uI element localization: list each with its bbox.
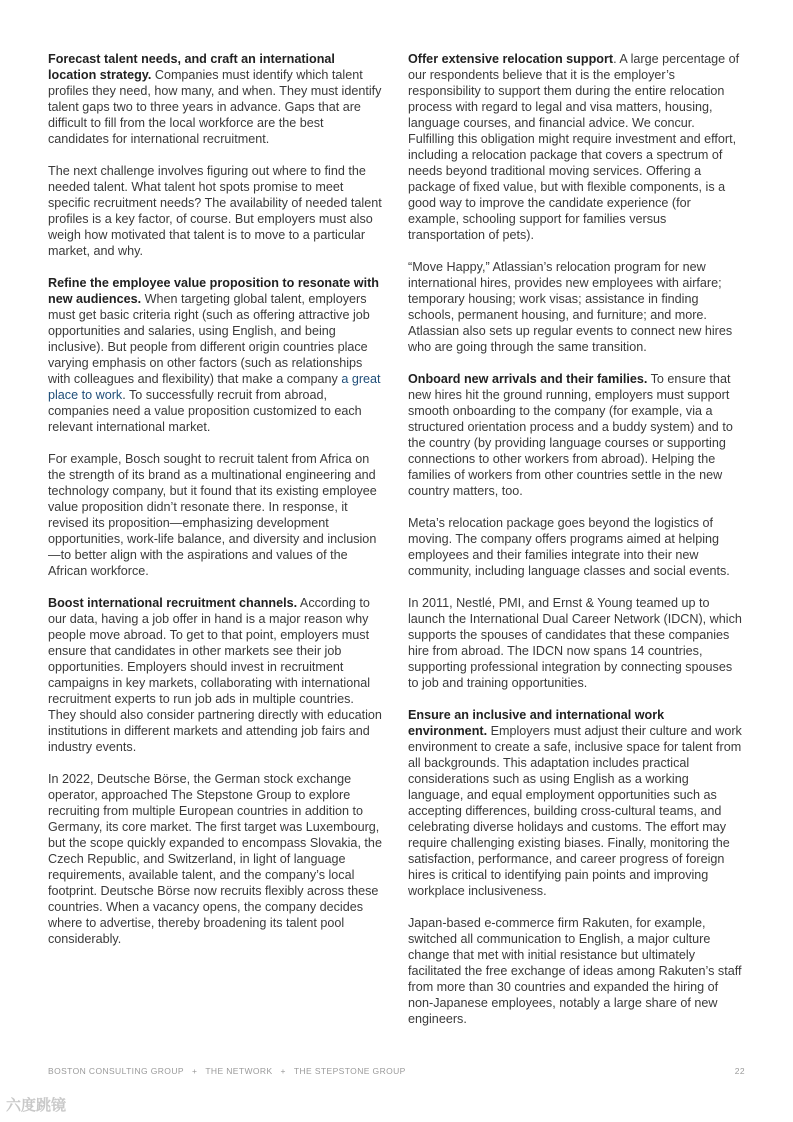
paragraph-move-happy: “Move Happy,” Atlassian’s relocation program for new international hires, provides new employees with airfare; temporary housing; work visas; assistance in finding schools, permanent housing, and furniture; and more. Atlassian also sets up regular events to connect new hires who are going through the same transition. bbox=[408, 260, 733, 354]
paragraph-meta-relocation: Meta’s relocation package goes beyond the logistics of moving. The company offers programs aimed at helping employees and their families integrate into their new community, including language classes and social events. bbox=[408, 516, 730, 578]
paragraph-relocation-support: Offer extensive relocation support. A large percentage of our respondents believe that it is the employer’s responsibility to support them during the entire relocation process with regard to legal and visa matters, housing, language courses, and financial advice. We concur. Fulfilling this obligation might require investment and effort, including a relocation package that covers a spectrum of needs beyond traditional moving services. Offering a package of fixed value, but with flexible components, is a good way to improve the candidate experience (for example, schooling support for families versus transportation of pets). bbox=[408, 52, 740, 242]
footer-org-stepstone: THE STEPSTONE GROUP bbox=[293, 1066, 406, 1076]
paragraph-heading: Boost international recruitment channels. bbox=[48, 596, 298, 610]
great-place-to-work-link[interactable]: a great place to work bbox=[48, 372, 381, 402]
watermark-logo: 六度跳镜 bbox=[6, 1097, 67, 1114]
left-column bbox=[48, 51, 384, 963]
page-number: 22 bbox=[734, 1066, 745, 1076]
paragraph-rakuten: Japan-based e-commerce firm Rakuten, for example, switched all communication to English, a major culture change that met with initial resistance but ultimately facilitated the free exchange of ideas among Rakuten’s staff from more than 30 countries and expanded the hiring of non-Japanese employees, notably a large share of new engineers. bbox=[408, 916, 742, 1026]
footer-org-network: THE NETWORK bbox=[205, 1066, 273, 1076]
paragraph-forecast-talent: Forecast talent needs, and craft an international location strategy. Companies must identify which talent profiles they need, how many, and when. They must identify talent gaps two to three years in advance. Gaps that are difficult to fill from the local workforce are the best candidates for international recruitment. bbox=[48, 52, 382, 146]
paragraph-heading: Refine the employee value proposition to resonate with new audiences. bbox=[48, 276, 379, 306]
footer-separator: + bbox=[191, 1066, 198, 1076]
paragraph-bosch-example: For example, Bosch sought to recruit talent from Africa on the strength of its brand as a multinational engineering and technology company, but it found that its existing employee value proposition didn’t resonate there. In response, it revised its proposition—emphasizing development opportunities, work-life balance, and diversity and inclusion—to better align with the aspirations and values of the African workforce. bbox=[48, 452, 377, 578]
right-column bbox=[408, 51, 744, 1043]
paragraph-heading: Offer extensive relocation support bbox=[408, 52, 614, 66]
paragraph-refine-evp: Refine the employee value proposition to resonate with new audiences. When targeting global talent, employers must get basic criteria right (such as offering attractive job opportunities and salaries, using English, and being inclusive). But people from different origin countries place varying emphasis on other factors (such as relationships with colleagues and flexibility) that make a company a great place to work. To successfully recruit from abroad, companies need a value proposition customized to each relevant international market. bbox=[48, 276, 381, 434]
paragraph-deutsche-boerse: In 2022, Deutsche Börse, the German stock exchange operator, approached The Stepstone Group to explore recruiting from multiple European countries in addition to Germany, its core market. The first target was Luxembourg, but the scope quickly expanded to encompass Slovakia, the Czech Republic, and Switzerland, in light of language requirements, available talent, and the company’s local footprint. Deutsche Börse now recruits flexibly across these countries. When a vacancy opens, the company decides where to advertise, thereby broadening its talent pool considerably. bbox=[48, 772, 382, 946]
paragraph-heading: Ensure an inclusive and international work environment. bbox=[408, 708, 665, 738]
footer-org-bcg: BOSTON CONSULTING GROUP bbox=[48, 1066, 184, 1076]
paragraph-boost-recruitment: Boost international recruitment channels. According to our data, having a job offer in hand is a major reason why people move abroad. To get to that point, employers must ensure that candidates in other markets see their job opportunities. Employers should invest in recruitment campaigns in key markets, collaborating with international recruitment experts to run job ads in multiple countries. They should also consider partnering directly with education institutions in different markets and attending job fairs and industry events. bbox=[48, 596, 382, 754]
paragraph-heading: Forecast talent needs, and craft an international location strategy. bbox=[48, 52, 335, 82]
paragraph-next-challenge: The next challenge involves figuring out where to find the needed talent. What talent hot spots promise to meet specific recruitment needs? The availability of needed talent profiles is a key factor, of course. But employers must also weigh how motivated that talent is to move to a particular market, and why. bbox=[48, 164, 382, 258]
paragraph-idcn: In 2011, Nestlé, PMI, and Ernst & Young teamed up to launch the International Dual Career Network (IDCN), which supports the spouses of candidates that these companies hire from abroad. The IDCN now spans 14 countries, supporting professional integration by connecting spouses to job and training opportunities. bbox=[408, 596, 742, 690]
page-footer bbox=[48, 1066, 745, 1076]
footer-separator: + bbox=[280, 1066, 286, 1076]
paragraph-inclusive-environment: Ensure an inclusive and international work environment. Employers must adjust their culture and work environment to create a safe, inclusive space for talent from all backgrounds. This adaptation includes practical considerations such as using English as a working language, and equal employment opportunities such as accepting differences, building cross-cultural teams, and celebrating diverse holidays and customs. The effort may require challenging existing biases. Finally, monitoring the satisfaction, performance, and career progress of foreign hires is critical to identifying pain points and improving workplace inclusiveness. bbox=[408, 708, 742, 898]
paragraph-onboard-arrivals: Onboard new arrivals and their families. To ensure that new hires hit the ground running, employers must support smooth onboarding to the company (for example, via a structured orientation process and a buddy system) and to the country (by providing language courses or supporting connections to other workers from abroad). Helping the families of workers from other countries settle in the new country matters, too. bbox=[408, 372, 733, 498]
paragraph-heading: Onboard new arrivals and their families. bbox=[408, 372, 648, 386]
